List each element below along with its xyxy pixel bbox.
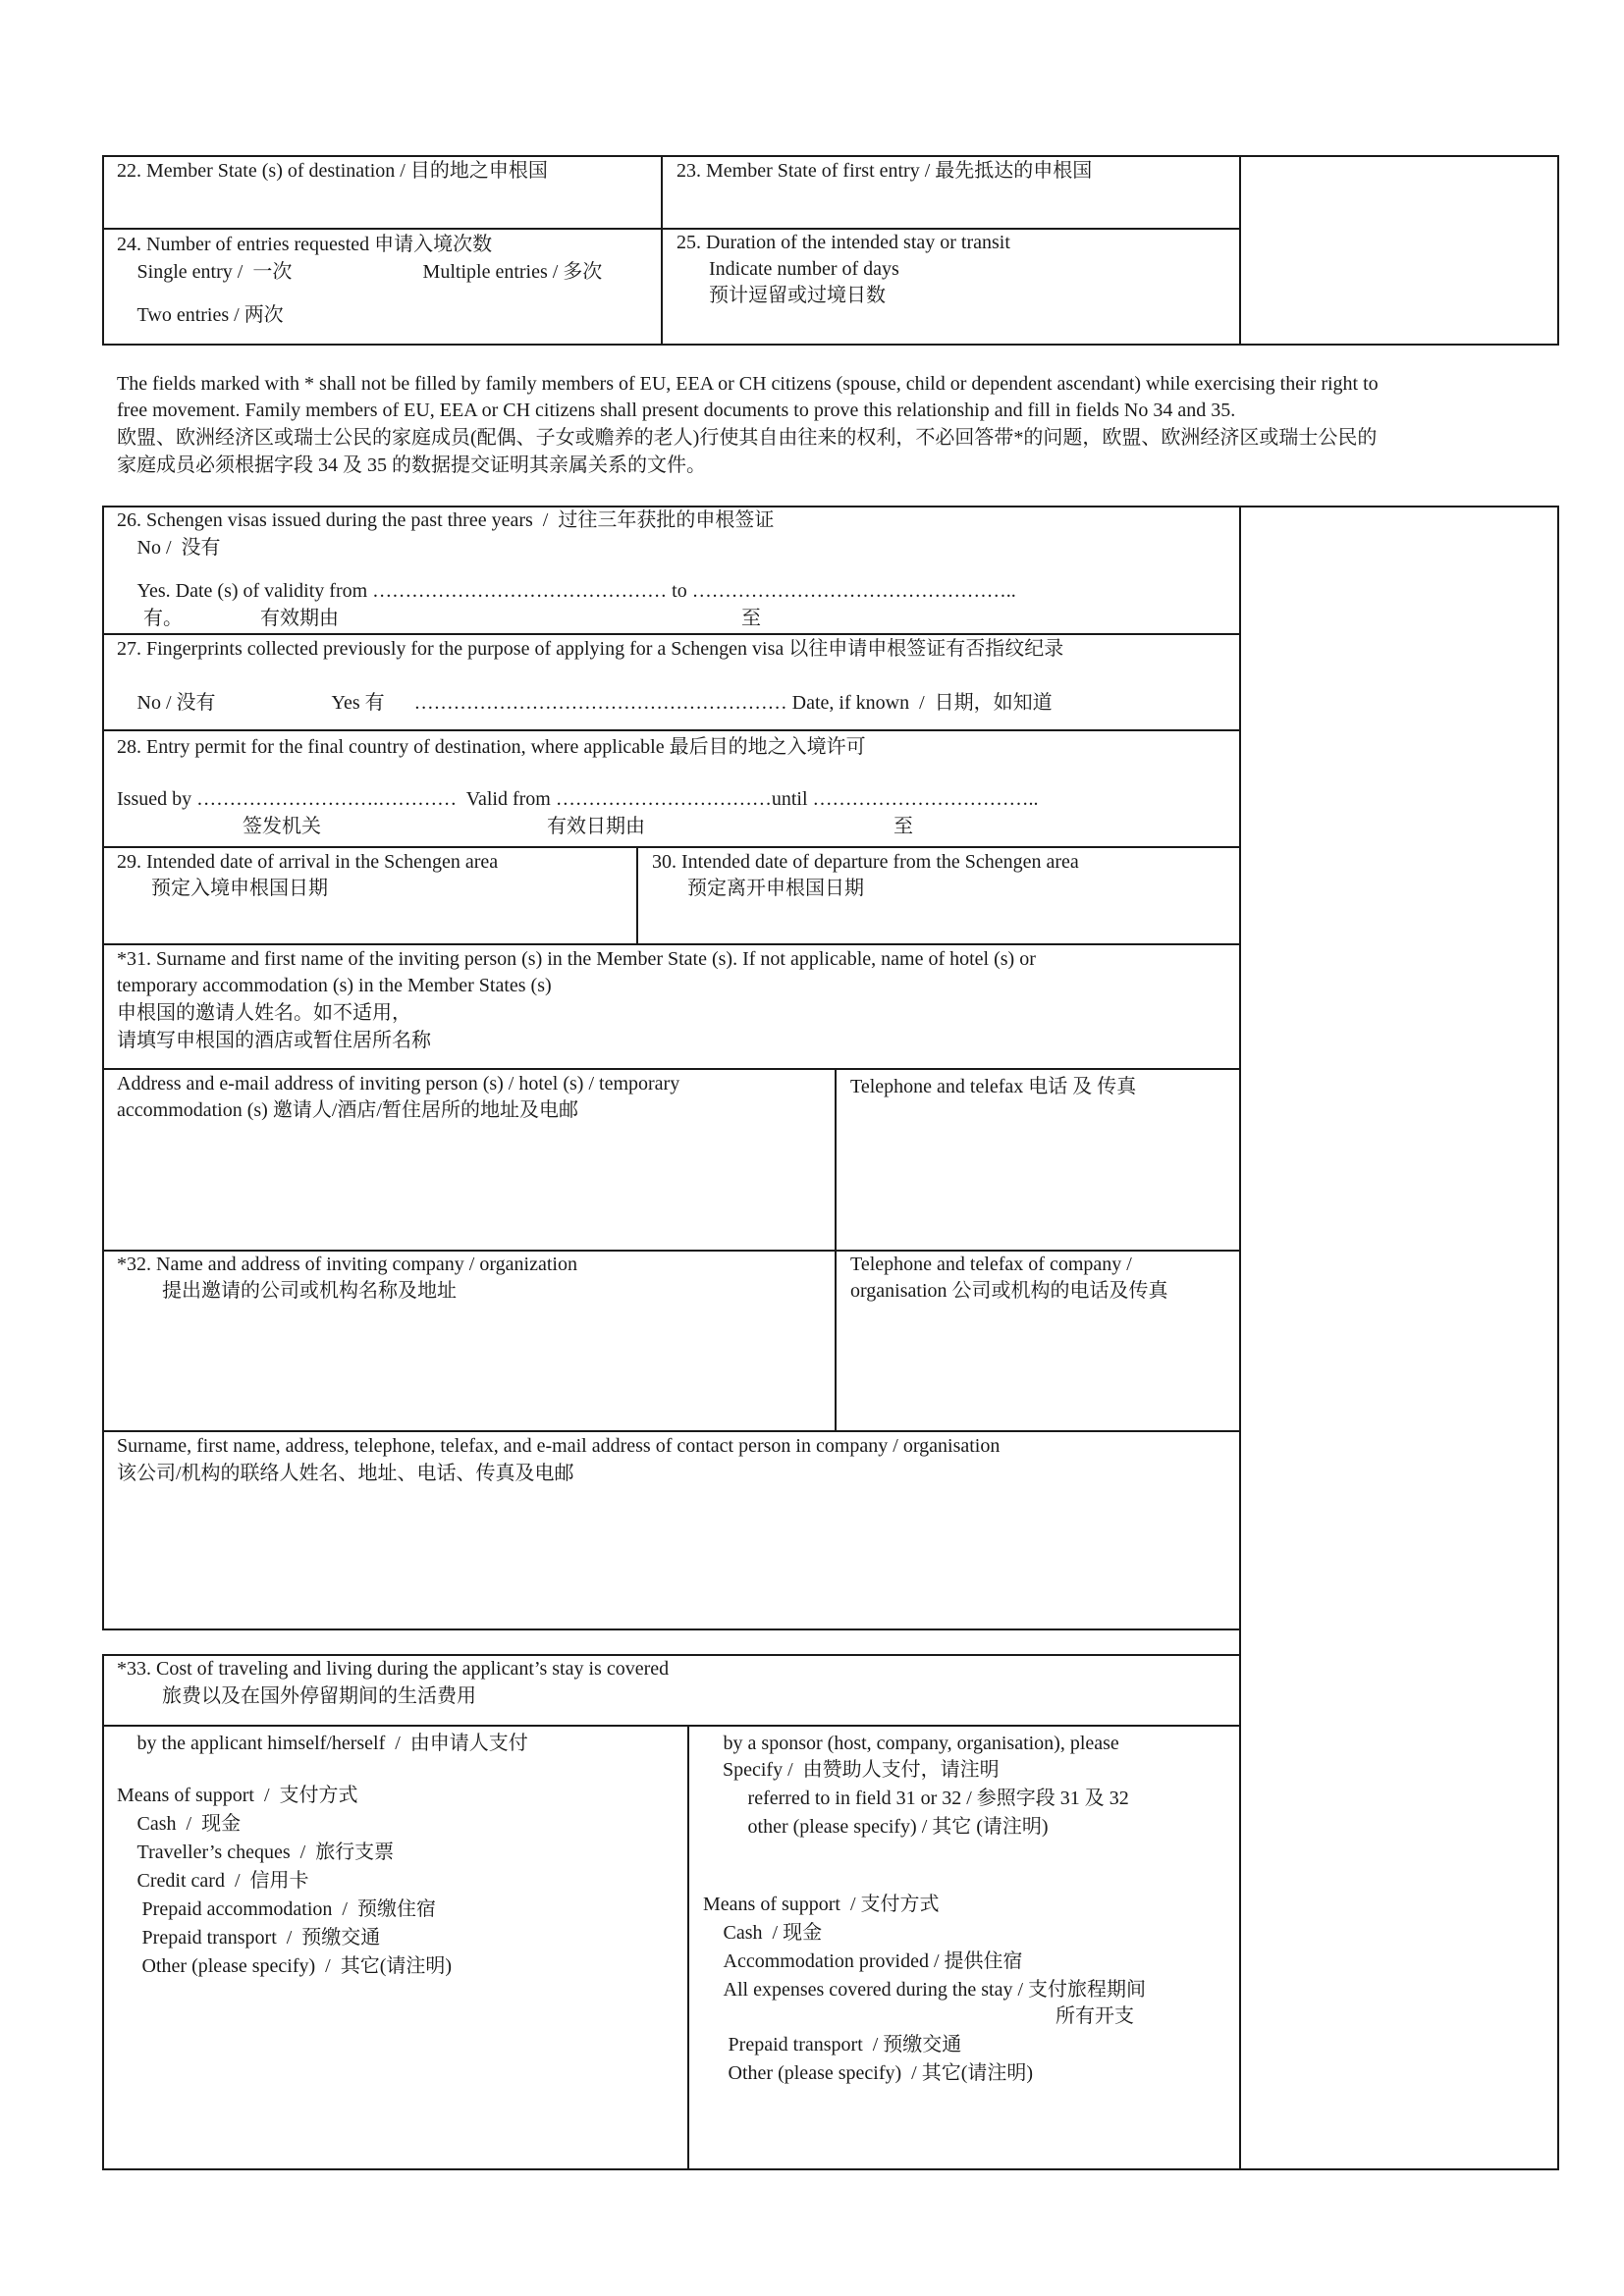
- field-32-label-zh: 提出邀请的公司或机构名称及地址: [162, 1280, 457, 1302]
- table-border-left: [102, 1654, 104, 2170]
- by-sponsor-specify: Specify / 由赞助人支付，请注明: [723, 1759, 1000, 1781]
- table-border-top: [102, 155, 1559, 157]
- field-26-valid-from-zh: 有效期由: [260, 608, 339, 629]
- applicant-other-checkbox[interactable]: Other (please specify) / 其它(请注明): [117, 1955, 442, 1977]
- field-26-to-zh: 至: [741, 608, 761, 629]
- notice-en-line-1: The fields marked with * shall not be filled by family members of EU, EEA or CH citizens (spouse, child or dependent ascendant) while exercising their right to: [117, 373, 1379, 395]
- table-border-bottom: [102, 344, 1559, 346]
- row-divider: [102, 729, 1241, 731]
- applicant-prepaid-accommodation-checkbox[interactable]: Prepaid accommodation / 预缴住宿: [117, 1898, 426, 1920]
- applicant-prepaid-transport-checkbox[interactable]: Prepaid transport / 预缴交通: [117, 1927, 370, 1949]
- row-divider: [102, 846, 1241, 848]
- sponsor-cash-checkbox[interactable]: Cash / 现金: [703, 1922, 812, 1944]
- field-25-days-hint: Indicate number of days: [709, 258, 899, 280]
- inviting-address-label-1: Address and e-mail address of inviting person (s) / hotel (s) / temporary: [117, 1073, 680, 1095]
- table-border-right: [1557, 155, 1559, 346]
- notice-zh-line-1: 欧盟、欧洲经济区或瑞士公民的家庭成员(配偶、子女或赡养的老人)行使其自由往来的权利，不必回答带*的问题，欧盟、欧洲经济区或瑞士公民的: [117, 427, 1378, 449]
- field-25-days-hint-zh: 预计逗留或过境日数: [709, 285, 886, 306]
- sponsor-accommodation-checkbox[interactable]: Accommodation provided / 提供住宿: [703, 1950, 1011, 1972]
- field-31-label-zh-2: 请填写申根国的酒店或暂住居所名称: [117, 1030, 431, 1051]
- field-27-label: 27. Fingerprints collected previously for the purpose of applying for a Schengen visa 以往申请申根签证有否指纹纪录: [117, 638, 1064, 660]
- field-30-label-zh: 预定离开申根国日期: [687, 878, 864, 899]
- applicant-travellers-cheques-checkbox[interactable]: Traveller’s cheques / 旅行支票: [117, 1842, 384, 1863]
- sponsor-other-checkbox[interactable]: Other (please specify) / 其它(请注明): [703, 2062, 1023, 2084]
- field-26-yes-checkbox[interactable]: Yes. Date (s) of validity from ……………………………………… to …………………………………………..: [117, 580, 1005, 602]
- field-31-label-zh-1: 申根国的邀请人姓名。如不适用，: [117, 1002, 411, 1024]
- row-divider: [102, 633, 1241, 635]
- sponsor-prepaid-transport-checkbox[interactable]: Prepaid transport / 预缴交通: [703, 2034, 951, 2056]
- field-29-label-zh: 预定入境申根国日期: [151, 878, 328, 899]
- row-divider: [102, 1725, 1241, 1727]
- table-border-bottom: [102, 1629, 1241, 1630]
- field-31-label-line-2: temporary accommodation (s) in the Member States (s): [117, 975, 552, 996]
- sponsor-means-heading: Means of support / 支付方式: [703, 1894, 940, 1915]
- column-divider: [687, 1725, 689, 2170]
- applicant-cash-checkbox[interactable]: Cash / 现金: [117, 1813, 231, 1835]
- field-26-yes-zh: 有。: [143, 608, 183, 629]
- sponsor-all-expenses-checkbox[interactable]: All expenses covered during the stay / 支付旅程期间: [703, 1979, 1135, 2001]
- sponsor-referred-field-checkbox[interactable]: referred to in field 31 or 32 / 参照字段 31 及 32: [728, 1788, 1119, 1809]
- field-28-valid-from-zh: 有效日期由: [547, 816, 645, 837]
- field-32-label: *32. Name and address of inviting company / organization: [117, 1254, 577, 1275]
- column-divider: [1239, 506, 1241, 2170]
- field-29-label: 29. Intended date of arrival in the Schengen area: [117, 851, 499, 873]
- table-border-bottom: [102, 2168, 1559, 2170]
- single-entry-checkbox[interactable]: Single entry / 一次: [117, 261, 282, 283]
- sponsor-all-expenses-zh: 所有开支: [1056, 2005, 1134, 2027]
- contact-person-label-zh: 该公司/机构的联络人姓名、地址、电话、传真及电邮: [117, 1463, 574, 1484]
- field-25-label: 25. Duration of the intended stay or transit: [677, 232, 1010, 253]
- field-27-no-checkbox[interactable]: No / 没有: [117, 692, 205, 714]
- sponsor-other-specify-checkbox[interactable]: other (please specify) / 其它 (请注明): [728, 1816, 1039, 1838]
- multiple-entries-checkbox[interactable]: Multiple entries / 多次: [403, 261, 592, 283]
- applicant-credit-card-checkbox[interactable]: Credit card / 信用卡: [117, 1870, 298, 1892]
- by-applicant-checkbox[interactable]: by the applicant himself/herself / 由申请人支付: [117, 1733, 518, 1754]
- applicant-means-heading: Means of support / 支付方式: [117, 1785, 358, 1806]
- inviting-address-label-2: accommodation (s) 邀请人/酒店/暂住居所的地址及电邮: [117, 1099, 578, 1121]
- row-divider: [102, 228, 1241, 230]
- field-27-yes-checkbox[interactable]: Yes 有 ………………………………………………… Date, if known / 日期，如知道: [311, 692, 1042, 714]
- field-28-issued-by-zh: 签发机关: [243, 816, 321, 837]
- table-border-left: [102, 155, 104, 346]
- row-divider: [102, 943, 1241, 945]
- field-31-label-line-1: *31. Surname and first name of the inviting person (s) in the Member State (s). If not applicable, name of hotel (s) or: [117, 948, 1036, 970]
- column-divider: [661, 155, 663, 346]
- by-sponsor-checkbox[interactable]: by a sponsor (host, company, organisation), please: [703, 1733, 1110, 1754]
- table-border-right: [1557, 506, 1559, 2170]
- two-entries-checkbox[interactable]: Two entries / 两次: [117, 304, 273, 326]
- field-24-label: 24. Number of entries requested 申请入境次数: [117, 234, 493, 255]
- field-28-issued-line: Issued by ……………………….………… Valid from ……………………………until ……………………………..: [117, 788, 1039, 810]
- column-divider: [835, 1068, 837, 1432]
- inviting-telephone-label: Telephone and telefax 电话 及 传真: [850, 1076, 1137, 1097]
- contact-person-label: Surname, first name, address, telephone, telefax, and e-mail address of contact person in company / organisation: [117, 1435, 1001, 1457]
- field-26-no-checkbox[interactable]: No / 没有: [117, 537, 210, 559]
- notice-zh-line-2: 家庭成员必须根据字段 34 及 35 的数据提交证明其亲属关系的文件。: [117, 454, 706, 476]
- notice-en-line-2: free movement. Family members of EU, EEA or CH citizens shall present documents to prove this relationship and fill in fields No 34 and 35.: [117, 400, 1236, 421]
- field-23-label: 23. Member State of first entry / 最先抵达的申根国: [677, 160, 1093, 182]
- row-divider: [102, 1430, 1241, 1432]
- company-telephone-label-2: organisation 公司或机构的电话及传真: [850, 1280, 1168, 1302]
- column-divider: [636, 846, 638, 944]
- company-telephone-label-1: Telephone and telefax of company /: [850, 1254, 1132, 1275]
- field-30-label: 30. Intended date of departure from the Schengen area: [652, 851, 1079, 873]
- field-26-label: 26. Schengen visas issued during the past three years / 过往三年获批的申根签证: [117, 509, 775, 531]
- field-22-label: 22. Member State (s) of destination / 目的地之申根国: [117, 160, 548, 182]
- field-33-label: *33. Cost of traveling and living during the applicant’s stay is covered: [117, 1658, 670, 1680]
- row-divider: [102, 1068, 1241, 1070]
- field-33-label-zh: 旅费以及在国外停留期间的生活费用: [162, 1685, 476, 1707]
- column-divider: [1239, 155, 1241, 346]
- field-28-until-zh: 至: [893, 816, 913, 837]
- field-28-label: 28. Entry permit for the final country of destination, where applicable 最后目的地之入境许可: [117, 736, 866, 758]
